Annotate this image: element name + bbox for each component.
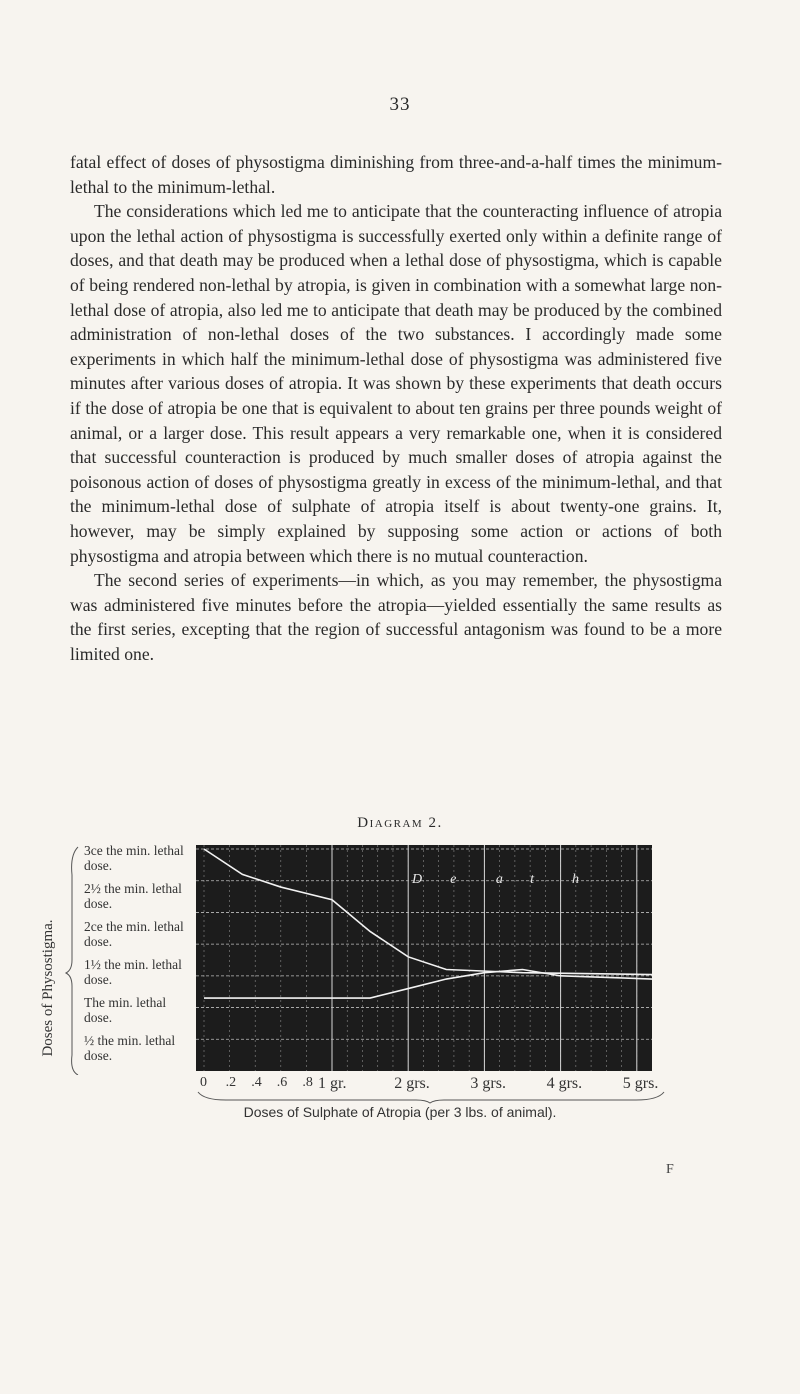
y-tick-label: 3ce the min. lethal dose. [84,843,184,873]
paragraph-1: fatal effect of doses of physostigma diminishing from three-and-a-half times the minimum-lethal to the minimum-lethal. [70,152,722,197]
x-tick-label: 2 grs. [394,1075,430,1092]
region-letter: h [572,872,580,887]
region-letter: e [450,872,457,887]
x-tick-label: 5 grs. [622,1075,659,1092]
y-tick-label: 2ce the min. lethal dose. [84,919,184,949]
y-tick-label: The min. lethal dose. [84,995,167,1025]
upper-boundary-line [204,849,652,975]
x-tick-label: .8 [302,1075,313,1090]
y-tick-label: ½ the min. lethal dose. [84,1033,176,1063]
x-tick-label: 4 grs. [546,1075,583,1092]
x-brace [196,1090,666,1104]
x-tick-label: 3 grs. [470,1075,506,1092]
x-tick-label: 1 gr. [318,1075,347,1092]
chart-svg [196,845,652,1071]
y-tick-label: 2½ the min. lethal dose. [84,881,182,911]
body-text [70,150,722,666]
region-letter: D [412,872,423,887]
x-tick-label: .6 [276,1075,288,1090]
y-brace [64,845,86,1075]
x-tick-label: 0 [200,1075,207,1090]
chart-plot-area [196,845,652,1071]
region-letter: t [530,872,535,887]
region-letter: a [495,872,503,887]
y-tick-label: 1½ the min. lethal dose. [84,957,182,987]
page-number: 33 [389,94,411,115]
x-tick-label: .2 [225,1075,237,1090]
x-axis-label: Doses of Sulphate of Atropia (per 3 lbs. of animal). [243,1104,557,1120]
diagram-title: Diagram 2. [357,815,443,831]
paragraph-2: The considerations which led me to anticipate that the counteracting influence of atropia upon the lethal action of physostigma is successfully exerted only within a definite range of doses, and that death may be produced when a lethal dose of physostigma, which is capable of being rendered non-lethal by atropia, is given in combination with a somewhat large non-lethal dose of atropia, also led me to anticipate that death may be produced by the combined administration of non-lethal doses of the two substances. I accordingly made some experiments in which half the minimum-lethal dose of physostigma was administered five minutes after various doses of atropia. It was shown by these experiments that death occurs if the dose of atropia be one that is equivalent to about ten grains per three pounds weight of animal, or a larger dose. This result appears a very remarkable one, when it is considered that successful counteraction is produced by much smaller doses of atropia against the poisonous action of doses of physostigma greatly in excess of the minimum-lethal, and that the minimum-lethal dose of sulphate of atropia itself is about twenty-one grains. It, however, may be simply explained by supposing some action or actions of both physostigma and atropia between which there is no mutual counteraction. [70,201,722,566]
paragraph-3: The second series of experiments—in which, as you may remember, the physostigma was administered five minutes before the atropia—yielded essentially the same results as the first series, excepting that the region of successful antagonism was found to be a more limited one. [70,570,722,664]
x-tick-label: .4 [251,1075,262,1090]
signature-mark: F [666,1162,674,1177]
y-axis-label: Doses of Physostigma. [40,919,56,1057]
